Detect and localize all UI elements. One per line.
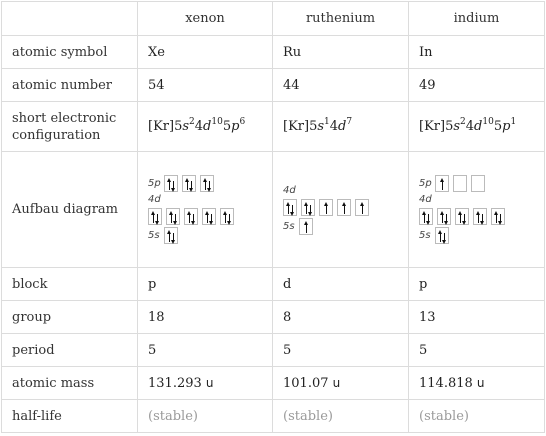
aufbau-diagram — [138, 152, 273, 268]
cell-value: 5 — [273, 334, 409, 367]
row-label: short electronic configuration — [2, 102, 138, 152]
orbital-box — [200, 175, 214, 192]
orbital-boxes — [435, 227, 453, 244]
orbital-label: 4d — [148, 194, 161, 205]
row-label: half-life — [2, 400, 138, 433]
orbital-label: 4d — [283, 184, 296, 196]
cell-value: p — [138, 268, 273, 301]
config-subshell: d — [338, 119, 347, 134]
orbital-box — [435, 175, 449, 192]
config-electron-count: 2 — [189, 117, 195, 127]
orbital-group — [148, 194, 272, 225]
orbital-box — [166, 208, 180, 225]
config-core: [Kr] — [419, 119, 446, 134]
orbital-box — [184, 208, 198, 225]
cell-value: 5 — [409, 334, 545, 367]
config-electron-count: 2 — [460, 117, 466, 127]
electron-config — [273, 102, 409, 152]
orbital-label: 4d — [419, 194, 432, 205]
orbital-boxes — [435, 175, 489, 192]
table-row — [2, 69, 545, 102]
orbital-box — [164, 175, 178, 192]
table-row — [2, 36, 545, 69]
orbital-box — [220, 208, 234, 225]
config-subshell: s — [453, 119, 461, 134]
mass-unit: u — [205, 375, 214, 390]
aufbau-diagram — [409, 152, 545, 268]
config-shell: 5 — [174, 119, 183, 134]
cell-value — [273, 367, 409, 400]
orbital-boxes — [299, 218, 317, 235]
orbital-box — [164, 227, 178, 244]
mass-unit: u — [332, 375, 341, 390]
config-subshell: s — [317, 119, 325, 134]
orbital-box — [299, 218, 313, 235]
orbital-boxes — [148, 209, 238, 224]
cell-value: p — [409, 268, 545, 301]
config-electron-count: 7 — [346, 117, 353, 127]
orbital-group — [419, 194, 544, 225]
orbital-box — [337, 199, 351, 216]
orbital-group — [148, 175, 272, 192]
config-shell: 5 — [222, 119, 232, 134]
orbital-label: 5p — [419, 178, 432, 189]
config-electron-count: 1 — [510, 117, 517, 127]
cell-value: 49 — [409, 69, 545, 102]
row-label: atomic mass — [2, 367, 138, 400]
mass-unit: u — [476, 375, 485, 390]
mass-value: 114.818 — [419, 375, 473, 391]
orbital-label: 5s — [283, 220, 295, 232]
orbital-box — [202, 208, 216, 225]
table-row — [2, 334, 545, 367]
element-comparison-table — [1, 1, 545, 433]
orbital-label: 5s — [148, 230, 160, 241]
row-label: block — [2, 268, 138, 301]
config-core: [Kr] — [283, 119, 310, 134]
orbital-box — [355, 199, 369, 216]
orbital-box — [437, 208, 451, 225]
orbital-boxes — [419, 209, 509, 224]
orbital-box — [455, 208, 469, 225]
column-header-ruthenium: ruthenium — [273, 2, 409, 36]
config-shell: 5 — [493, 119, 503, 134]
header-row — [2, 2, 545, 36]
config-subshell: p — [231, 119, 240, 134]
column-header-xenon: xenon — [138, 2, 273, 36]
cell-value: 18 — [138, 301, 273, 334]
row-label: atomic symbol — [2, 36, 138, 69]
cell-value: (stable) — [273, 400, 409, 433]
orbital-box — [453, 175, 467, 192]
orbital-boxes — [283, 200, 373, 215]
electron-config — [409, 102, 545, 152]
config-electron-count: 6 — [239, 117, 246, 127]
mass-value: 101.07 — [283, 375, 329, 391]
orbital-group — [283, 185, 408, 216]
config-shell: 4 — [329, 119, 339, 134]
row-label: period — [2, 334, 138, 367]
config-core: [Kr] — [148, 119, 175, 134]
orbital-label: 5s — [419, 230, 431, 241]
orbital-box — [283, 199, 297, 216]
mass-value: 131.293 — [148, 375, 202, 391]
config-subshell: s — [182, 119, 190, 134]
orbital-boxes — [164, 175, 218, 192]
table-row — [2, 301, 545, 334]
table-row — [2, 367, 545, 400]
row-label: group — [2, 301, 138, 334]
orbital-box — [435, 227, 449, 244]
orbital-label: 5p — [148, 178, 161, 189]
config-electron-count: 10 — [211, 117, 223, 127]
config-shell: 5 — [445, 119, 454, 134]
column-header-indium: indium — [409, 2, 545, 36]
orbital-box — [471, 175, 485, 192]
cell-value: 44 — [273, 69, 409, 102]
config-shell: 5 — [309, 119, 318, 134]
corner-cell — [2, 2, 138, 36]
orbital-box — [473, 208, 487, 225]
orbital-group — [283, 218, 408, 235]
cell-value — [138, 367, 273, 400]
config-subshell: d — [203, 119, 212, 134]
config-subshell: p — [502, 119, 511, 134]
orbital-group — [419, 175, 544, 192]
cell-value: 13 — [409, 301, 545, 334]
config-electron-count: 10 — [482, 117, 494, 127]
orbital-box — [319, 199, 333, 216]
cell-value: In — [409, 36, 545, 69]
orbital-group — [148, 227, 272, 244]
cell-value: 5 — [138, 334, 273, 367]
orbital-box — [491, 208, 505, 225]
cell-value: Xe — [138, 36, 273, 69]
aufbau-diagram — [273, 152, 409, 268]
cell-value: (stable) — [409, 400, 545, 433]
row-label: atomic number — [2, 69, 138, 102]
config-shell: 4 — [194, 119, 204, 134]
electron-config — [138, 102, 273, 152]
cell-value: 54 — [138, 69, 273, 102]
orbital-box — [419, 208, 433, 225]
orbital-group — [419, 227, 544, 244]
config-shell: 4 — [465, 119, 475, 134]
table-row — [2, 268, 545, 301]
config-electron-count: 1 — [324, 117, 330, 127]
table-row — [2, 400, 545, 433]
cell-value: Ru — [273, 36, 409, 69]
config-subshell: d — [474, 119, 483, 134]
cell-value — [409, 367, 545, 400]
table-row — [2, 102, 545, 152]
orbital-box — [301, 199, 315, 216]
cell-value: d — [273, 268, 409, 301]
cell-value: (stable) — [138, 400, 273, 433]
cell-value: 8 — [273, 301, 409, 334]
row-label: Aufbau diagram — [2, 152, 138, 268]
orbital-box — [148, 208, 162, 225]
orbital-box — [182, 175, 196, 192]
table-row — [2, 152, 545, 268]
orbital-boxes — [164, 227, 182, 244]
